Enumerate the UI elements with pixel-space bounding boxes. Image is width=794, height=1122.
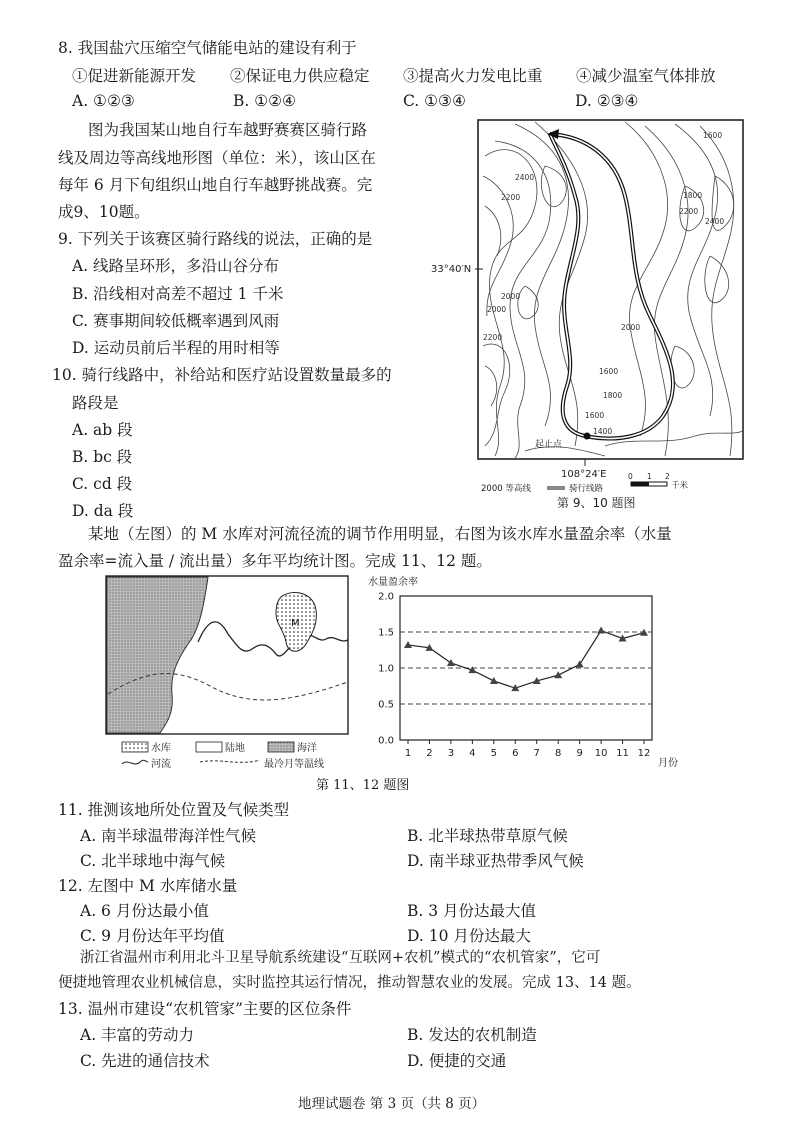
contour-label: 1600 bbox=[703, 131, 723, 140]
q11-option-c: C. 北半球地中海气候 bbox=[80, 852, 226, 870]
chart-xtick-label: 1 bbox=[404, 748, 412, 759]
chart-point bbox=[576, 660, 584, 667]
chart-xtick-label: 3 bbox=[447, 748, 455, 759]
contour-label: 2000 bbox=[501, 292, 521, 301]
legend-isotherm-swatch bbox=[200, 760, 260, 762]
q8-item-4: ④减少温室气体排放 bbox=[576, 67, 716, 85]
q12-option-d: D. 10 月份达最大 bbox=[407, 927, 531, 945]
q8-option-c: C. ①③④ bbox=[403, 92, 466, 110]
surplus-chart bbox=[366, 574, 706, 770]
legend-isotherm-label: 最冷月等温线 bbox=[264, 759, 324, 770]
q13-option-a: A. 丰富的劳动力 bbox=[80, 1026, 195, 1044]
chart-point bbox=[554, 671, 562, 678]
region-map bbox=[100, 574, 360, 770]
q9-option-a: A. 线路呈环形，多沿山谷分布 bbox=[72, 257, 280, 275]
legend-ocean-swatch bbox=[268, 742, 294, 752]
chart-ytick-label: 1.5 bbox=[378, 627, 394, 639]
contour-label: 1600 bbox=[599, 367, 619, 376]
legend-reservoir-swatch bbox=[122, 742, 148, 752]
chart-yticks bbox=[378, 592, 394, 747]
q13-option-b: B. 发达的农机制造 bbox=[407, 1026, 537, 1044]
intro11-line2: 盈余率=流入量 / 流出量）多年平均统计图。完成 11、12 题。 bbox=[58, 552, 492, 570]
chart-xtick-label: 10 bbox=[594, 748, 608, 759]
contour-label: 2400 bbox=[705, 217, 725, 226]
intro13-line1: 浙江省温州市利用北斗卫星导航系统建设“互联网+农机”模式的“农机管家”，它可 bbox=[80, 950, 601, 966]
chart-point bbox=[597, 627, 605, 634]
q11-option-a: A. 南半球温带海洋性气候 bbox=[80, 827, 257, 845]
chart-xtick-label: 2 bbox=[426, 748, 433, 759]
chart-series-line bbox=[408, 631, 644, 689]
legend-land-label: 陆地 bbox=[225, 743, 245, 754]
scale-unit: 千米 bbox=[671, 481, 689, 491]
chart-ytick-label: 1.0 bbox=[378, 663, 394, 675]
chart-xtick-label: 9 bbox=[576, 748, 583, 759]
legend-land-swatch bbox=[196, 742, 222, 752]
q11-option-b: B. 北半球热带草原气候 bbox=[407, 827, 568, 845]
q8-stem: 8. 我国盐穴压缩空气储能电站的建设有利于 bbox=[58, 39, 357, 57]
chart-ytick-label: 0.5 bbox=[378, 699, 394, 711]
page-footer: 地理试题卷 第 3 页（共 8 页） bbox=[298, 1096, 486, 1112]
q8-item-1: ①促进新能源开发 bbox=[72, 67, 197, 85]
latitude-label: 33°40′N bbox=[431, 264, 472, 275]
q9-option-d: D. 运动员前后半程的用时相等 bbox=[72, 339, 280, 357]
legend-reservoir-label: 水库 bbox=[151, 743, 171, 754]
chart-point bbox=[404, 641, 412, 648]
contour-label: 2200 bbox=[501, 193, 521, 202]
map-caption: 第 9、10 题图 bbox=[557, 496, 636, 510]
q9-stem: 9. 下列关于该赛区骑行路线的说法，正确的是 bbox=[58, 230, 373, 248]
contour-map bbox=[425, 116, 750, 511]
legend-route-label: 骑行线路 bbox=[569, 484, 604, 494]
q13-option-c: C. 先进的通信技术 bbox=[80, 1052, 210, 1070]
q12-option-a: A. 6 月份达最小值 bbox=[80, 902, 209, 920]
chart-ytick-label: 2.0 bbox=[378, 591, 394, 603]
contour-label: 2200 bbox=[679, 207, 699, 216]
legend-ocean-label: 海洋 bbox=[297, 743, 317, 754]
intro13-line2: 便捷地管理农业机械信息，实时监控其运行情况，推动智慧农业的发展。完成 13、14 题。 bbox=[58, 975, 641, 991]
chart-xtick-label: 8 bbox=[554, 748, 562, 759]
chart-xtick-label: 6 bbox=[512, 748, 519, 759]
legend-river-label: 河流 bbox=[151, 759, 171, 770]
chart-xtick-label: 4 bbox=[469, 748, 476, 759]
intro11-line1: 某地（左图）的 M 水库对河流径流的调节作用明显，右图为该水库水量盈余率（水量 bbox=[88, 525, 672, 543]
contour-label: 1400 bbox=[593, 427, 613, 436]
chart-xtick-label: 11 bbox=[616, 748, 629, 759]
q8-option-d: D. ②③④ bbox=[575, 92, 639, 110]
start-point-marker bbox=[584, 433, 591, 440]
q11-option-d: D. 南半球亚热带季风气候 bbox=[407, 852, 584, 870]
chart-xtick-label: 5 bbox=[490, 748, 498, 759]
chart-ylabel: 水量盈余率 bbox=[368, 577, 418, 588]
contour-label: 1800 bbox=[683, 191, 703, 200]
longitude-label: 108°24′E bbox=[561, 469, 607, 480]
q13-option-d: D. 便捷的交通 bbox=[407, 1052, 507, 1070]
q10-option-c: C. cd 段 bbox=[72, 475, 133, 493]
fig11-caption: 第 11、12 题图 bbox=[316, 778, 410, 793]
legend-river-swatch bbox=[122, 760, 148, 764]
chart-frame bbox=[400, 596, 652, 740]
q10-stem-line1: 10. 骑行线路中，补给站和医疗站设置数量最多的 bbox=[52, 366, 392, 384]
chart-grid bbox=[400, 596, 652, 740]
contour-label: 2400 bbox=[515, 173, 535, 182]
q12-option-b: B. 3 月份达最大值 bbox=[407, 902, 537, 920]
q9-option-c: C. 赛事期间较低概率遇到风雨 bbox=[72, 312, 280, 330]
contour-label: 2200 bbox=[483, 333, 503, 342]
scale-tick: 0 bbox=[628, 472, 633, 481]
chart-xlabel: 月份 bbox=[658, 758, 678, 769]
chart-xtick-label: 12 bbox=[637, 748, 651, 759]
chart-xticks bbox=[405, 740, 651, 759]
q8-item-3: ③提高火力发电比重 bbox=[403, 67, 543, 85]
q8-option-a: A. ①②③ bbox=[72, 92, 135, 110]
chart-points bbox=[404, 627, 648, 692]
q9-option-b: B. 沿线相对高差不超过 1 千米 bbox=[72, 285, 284, 303]
q10-option-a: A. ab 段 bbox=[72, 421, 133, 439]
intro9-line1: 图为我国某山地自行车越野赛赛区骑行路 bbox=[88, 121, 368, 139]
contour-label: 1600 bbox=[585, 411, 605, 420]
chart-point bbox=[447, 659, 455, 666]
intro9-line3: 每年 6 月下旬组织山地自行车越野挑战赛。完 bbox=[58, 176, 373, 194]
scale-bar-fill bbox=[631, 482, 649, 486]
contour-label: 2000 bbox=[621, 323, 641, 332]
contour-label: 1800 bbox=[603, 391, 623, 400]
q8-item-2: ②保证电力供应稳定 bbox=[230, 67, 370, 85]
q8-option-b: B. ①②④ bbox=[233, 92, 296, 110]
contour-label: 2000 bbox=[487, 305, 507, 314]
q11-stem: 11. 推测该地所处位置及气候类型 bbox=[58, 801, 290, 819]
legend-contour-label: 2000 等高线 bbox=[481, 484, 531, 494]
chart-xtick-label: 7 bbox=[533, 748, 540, 759]
reservoir-label: M bbox=[291, 618, 300, 629]
chart-point bbox=[490, 677, 498, 684]
scale-tick: 2 bbox=[665, 472, 670, 481]
q12-stem: 12. 左图中 M 水库储水量 bbox=[58, 877, 238, 895]
scale-tick: 1 bbox=[647, 472, 652, 481]
intro9-line4: 成9、10题。 bbox=[58, 203, 150, 221]
q12-option-c: C. 9 月份达年平均值 bbox=[80, 927, 225, 945]
start-label: 起止点 bbox=[535, 440, 563, 450]
chart-ytick-label: 0.0 bbox=[378, 735, 394, 747]
q13-stem: 13. 温州市建设“农机管家”主要的区位条件 bbox=[58, 1000, 352, 1018]
contour-map-frame bbox=[478, 120, 743, 459]
q10-option-b: B. bc 段 bbox=[72, 448, 133, 466]
q10-stem-line2: 路段是 bbox=[72, 394, 119, 412]
q10-option-d: D. da 段 bbox=[72, 502, 134, 520]
intro9-line2: 线及周边等高线地形图（单位：米），该山区在 bbox=[58, 149, 376, 167]
